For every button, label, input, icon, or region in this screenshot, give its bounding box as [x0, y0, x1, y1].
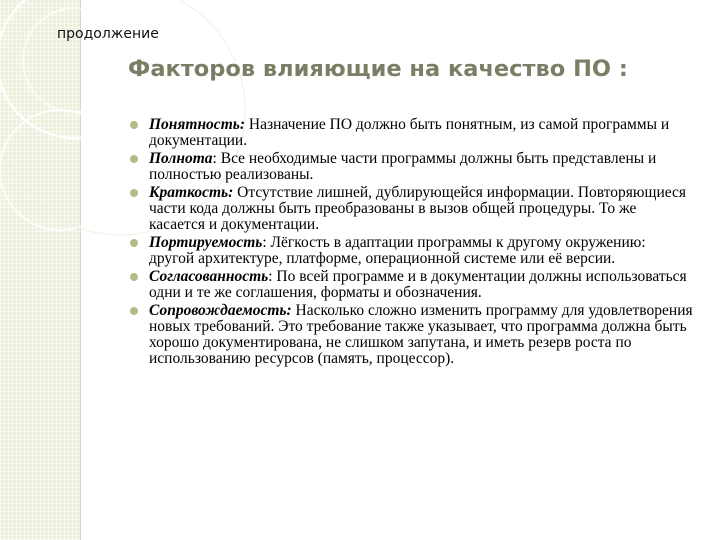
factor-description: : По всей программе и в документации должны использоваться одни и те же соглашения, форматы и обозначения.: [149, 268, 687, 301]
factor-description: Назначение ПО должно быть понятным, из самой программы и документации.: [149, 116, 670, 149]
bullet-icon: [130, 121, 138, 129]
bullet-icon: [130, 273, 138, 281]
slide-title: Факторов влияющие на качество ПО :: [128, 56, 628, 82]
bullet-icon: [130, 155, 138, 163]
factor-term: Портируемость: [149, 234, 263, 251]
factor-term: Сопровождаемость:: [149, 302, 292, 319]
decorative-left-band: [0, 0, 80, 540]
bullet-icon: [130, 189, 138, 197]
slide-subtitle: продолжение: [57, 26, 159, 42]
factor-description: Насколько сложно изменить программу для удовлетворения новых требований. Это требование также указывает, что программа должна быть хорошо документирована, не слишком запутана, и иметь резерв роста по использованию ресурсов (память, процессор).: [149, 302, 693, 367]
list-item: [128, 269, 693, 301]
band-divider: [80, 0, 81, 540]
list-item: [128, 117, 693, 149]
factors-list: [128, 117, 693, 369]
bullet-icon: [130, 239, 138, 247]
factor-term: Согласованность: [149, 268, 269, 285]
list-item: [128, 151, 693, 183]
factor-description: : Все необходимые части программы должны быть представлены и полностью реализованы.: [149, 150, 657, 183]
factor-term: Краткость:: [149, 184, 234, 201]
bullet-icon: [130, 307, 138, 315]
factor-description: : Лёгкость в адаптации программы к другому окружению: другой архитектуре, платформе, операционной системе или её версии.: [149, 234, 646, 267]
factor-description: Отсутствие лишней, дублирующейся информации. Повторяющиеся части кода должны быть преобразованы в вызов общей процедуры. То же касается и документации.: [149, 184, 687, 233]
list-item: [128, 303, 693, 367]
factor-term: Понятность:: [149, 116, 245, 133]
factor-term: Полнота: [149, 150, 213, 167]
list-item: [128, 235, 693, 267]
list-item: [128, 185, 693, 233]
